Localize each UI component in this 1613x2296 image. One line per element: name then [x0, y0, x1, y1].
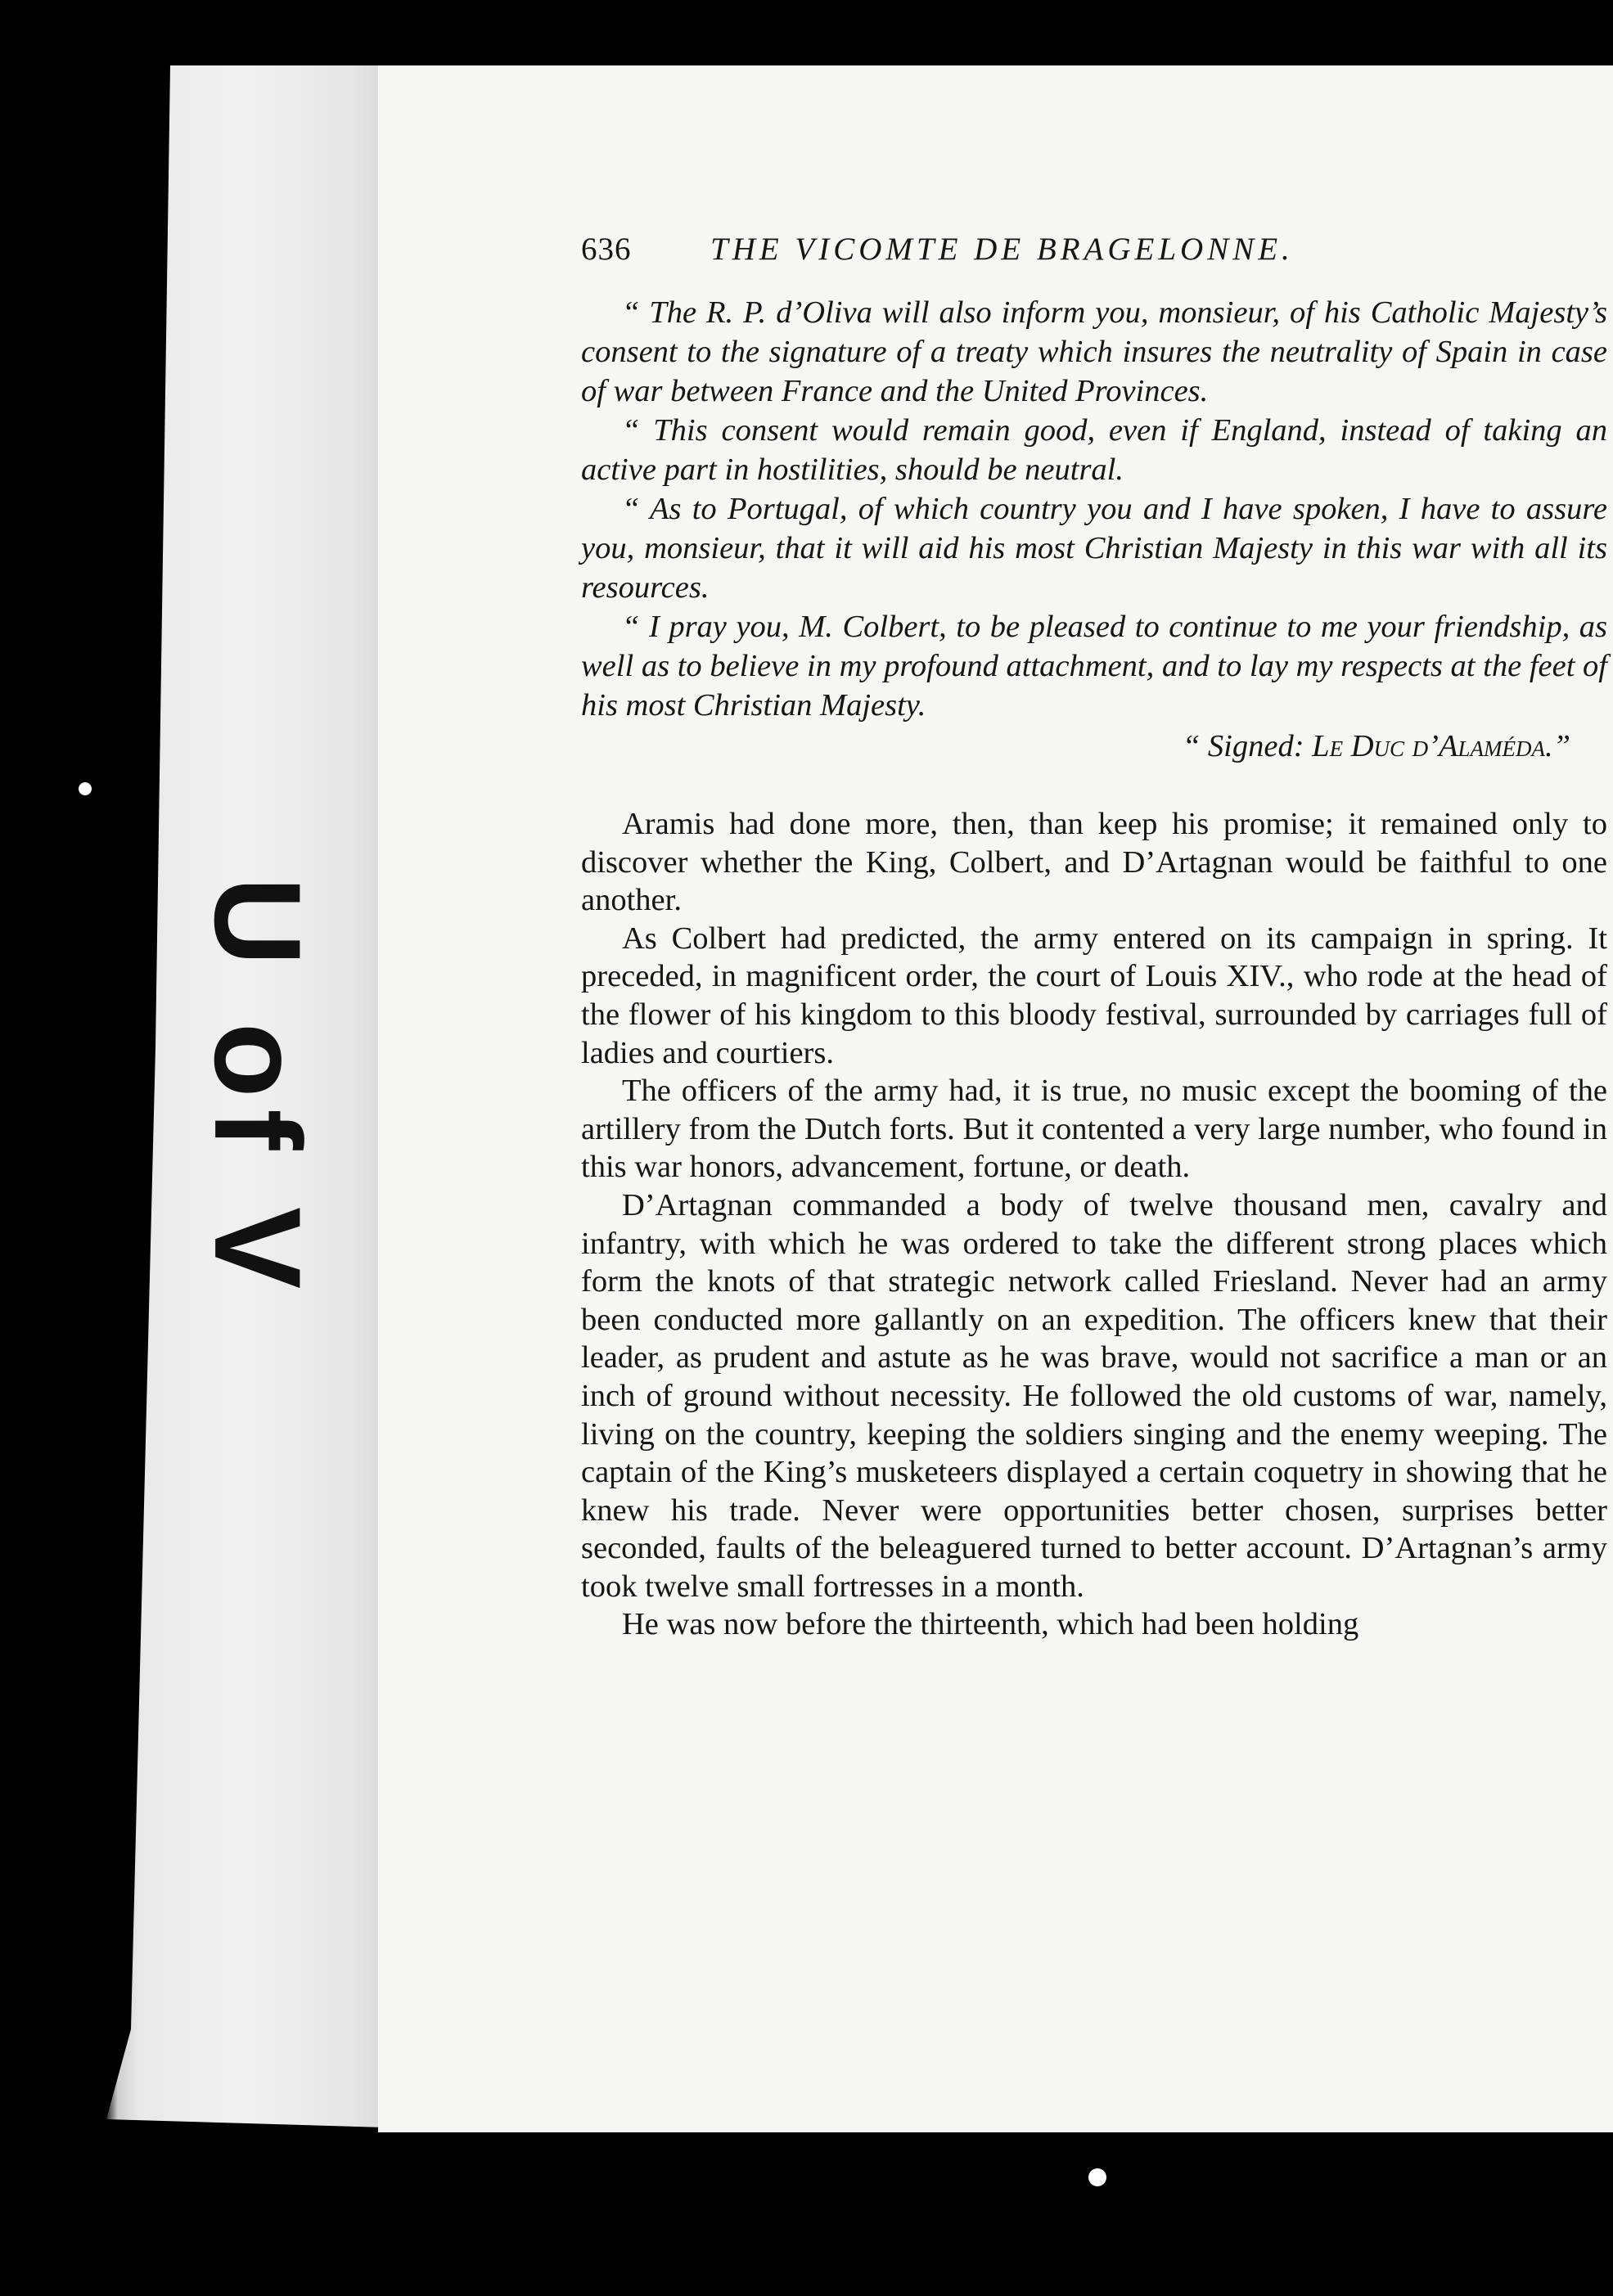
scan-speck: [1088, 2168, 1106, 2186]
page-content: [581, 231, 1607, 1644]
body-paragraph: The officers of the army had, it is true, no music except the booming of the artillery from the Dutch forts. But it contented a very large number, who found in this war honors, advancement, fortune, or death.: [581, 1074, 1607, 1185]
body-paragraph: D’Artagnan commanded a body of twelve thousand men, cavalry and infantry, with which he was ordered to take the different strong places which form the knots of that strategic network called Friesland. Never had an army been conducted more gallantly on an expedition. The officers knew that their leader, as prudent and astute as he was brave, would not sacrifice a man or an inch of ground without necessity. He followed the old customs of war, namely, living on the country, keeping the soldiers singing and the enemy weeping. The captain of the King’s musketeers displayed a certain coquetry in showing that he knew his trade. Never were opportunities better chosen, surprises better seconded, faults of the beleaguered turned to better account. D’Artagnan’s army took twelve small fortresses in a month.: [581, 1187, 1607, 1604]
scan-speck: [79, 782, 92, 795]
signature-name: Le Duc d’Alaméda.”: [1312, 729, 1570, 763]
body-paragraph: He was now before the thirteenth, which had been holding: [622, 1607, 1359, 1642]
page-header: [581, 231, 1607, 272]
quoted-letter: [581, 293, 1607, 766]
narrative-text: [581, 805, 1607, 1644]
body-paragraph: As Colbert had predicted, the army entered on its campaign in spring. It preceded, in magnificent order, the court of Louis XIV., who rode at the head of the flower of his kingdom to this bloody festival, surrounded by carriages full of ladies and courtiers.: [581, 921, 1607, 1070]
library-stamp: [189, 859, 327, 1317]
stamp-text: U of V: [189, 876, 327, 1300]
letter-paragraph: “ The R. P. d’Oliva will also inform you, monsieur, of his Catholic Majesty’s consent to the signature of a treaty which insures the neutrality of Spain in case of war between France and the United Provinces.: [581, 295, 1607, 408]
letter-paragraph: “ This consent would remain good, even if England, instead of taking an active part in hostilities, should be neutral.: [581, 413, 1607, 487]
letter-paragraph: “ I pray you, M. Colbert, to be pleased to continue to me your friendship, as well as to believe in my profound attachment, and to lay my respects at the feet of his most Christian Majesty.: [581, 610, 1607, 723]
body-paragraph: Aramis had done more, then, than keep his promise; it remained only to discover whether the King, Colbert, and D’Artagnan would be faithful to one another.: [581, 807, 1607, 918]
page-number: 636: [581, 232, 632, 267]
letter-signature: [581, 727, 1607, 766]
signed-prefix: “ Signed:: [1182, 729, 1313, 763]
running-title: THE VICOMTE DE BRAGELONNE.: [710, 232, 1294, 267]
letter-paragraph: “ As to Portugal, of which country you and I have spoken, I have to assure you, monsieur, that it will aid his most Christian Majesty in this war with all its resources.: [581, 492, 1607, 605]
